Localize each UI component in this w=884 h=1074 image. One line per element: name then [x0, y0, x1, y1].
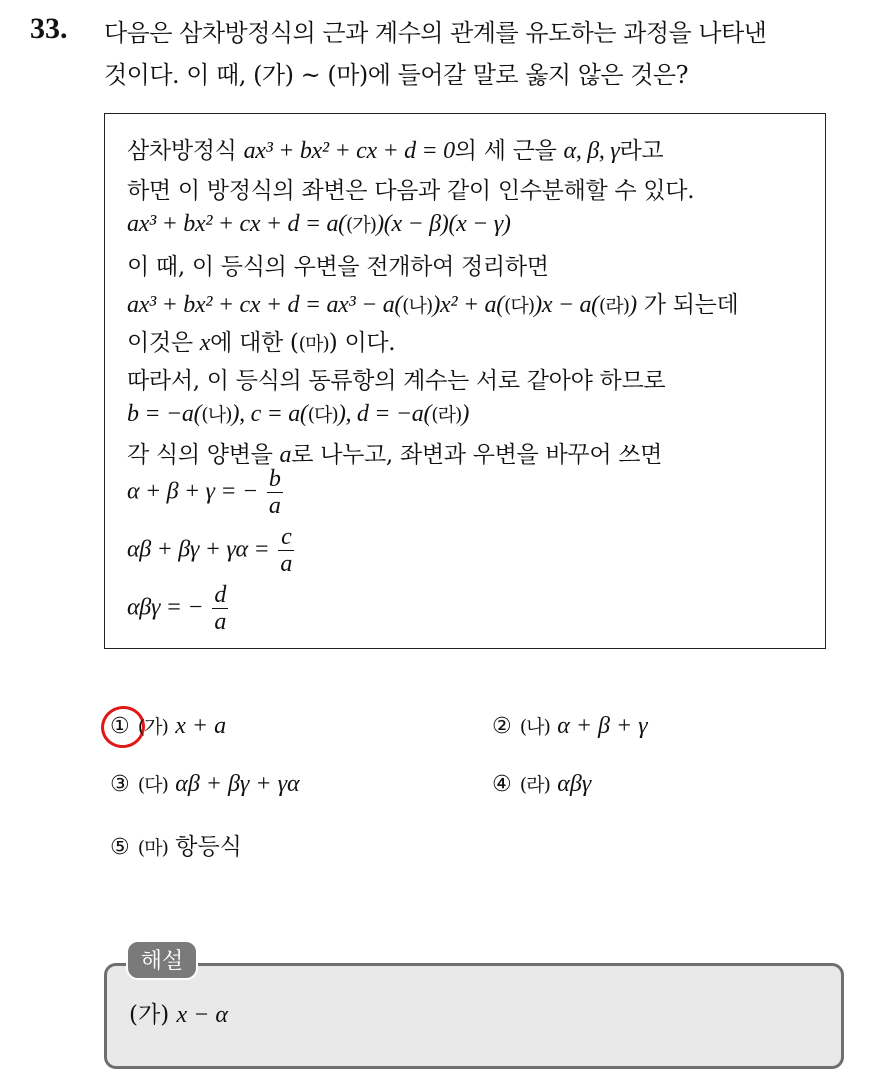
numerator: b: [268, 466, 281, 492]
blank-ga: (가): [345, 214, 377, 236]
denominator: a: [268, 493, 281, 519]
box-line-3: [127, 210, 511, 238]
roots: α, β, γ: [563, 138, 620, 164]
text-segment: 로 나누고, 좌변과 우변을 바꾸어 쓰면: [291, 442, 663, 468]
fraction: [212, 582, 228, 635]
text-segment: ) 이다.: [328, 330, 396, 356]
choice-5[interactable]: [110, 828, 242, 861]
solution-box: [104, 963, 844, 1069]
denominator: a: [280, 551, 293, 577]
text-segment: 삼차방정식: [127, 138, 237, 164]
formula-pair-sum: [127, 524, 296, 577]
blank-da: (다): [307, 404, 338, 426]
text-segment: 의 세 근을: [454, 138, 557, 164]
cubic-equation: ax³ + bx² + cx + d = 0: [243, 138, 455, 164]
choice-mark: (마): [137, 837, 168, 859]
choice-text: x + a: [175, 713, 227, 739]
formula-product: [127, 582, 230, 635]
choice-text: αβγ: [557, 771, 592, 797]
blank-ra: (라): [431, 404, 462, 426]
choice-4[interactable]: [492, 770, 591, 798]
variable-a: a: [279, 442, 292, 468]
blank-na: (나): [402, 295, 433, 317]
choice-3[interactable]: [110, 770, 300, 798]
question-text: [104, 12, 874, 96]
numerator: c: [281, 524, 292, 550]
text-segment: 에 대한 (: [210, 330, 299, 356]
formula-lhs: αβγ = −: [127, 594, 204, 621]
expanded-a: ax³ + bx² + cx + d = ax³ − a(: [127, 292, 403, 318]
derivation-box: [104, 113, 826, 649]
text-segment: 이것은: [127, 330, 193, 356]
text-segment: 각 식의 양변을: [127, 442, 273, 468]
choice-text: 항등식: [175, 834, 242, 860]
solution-answer: x − α: [176, 1002, 228, 1028]
variable-x: x: [199, 330, 211, 356]
factored-rhs: )(x − β)(x − γ): [376, 211, 511, 237]
text-segment: 가 되는데: [643, 292, 739, 318]
expanded-c: )x − a(: [534, 292, 599, 318]
choice-number: ③: [110, 772, 130, 797]
box-line-5: [127, 286, 738, 319]
question-line-1: 다음은 삼차방정식의 근과 계수의 관계를 유도하는 과정을 나타낸: [104, 19, 767, 47]
box-line-9: [127, 436, 662, 469]
factored-lhs: ax³ + bx² + cx + d = a(: [127, 211, 346, 237]
formula-lhs: α + β + γ = −: [127, 478, 258, 505]
question-number: 33.: [30, 12, 68, 45]
choice-mark: (라): [519, 774, 550, 796]
choice-number: ②: [492, 714, 512, 739]
blank-ra: (라): [598, 295, 630, 317]
formula-sum: [127, 466, 285, 519]
box-line-4: 이 때, 이 등식의 우변을 전개하여 정리하면: [127, 254, 549, 280]
choice-2[interactable]: [492, 712, 648, 740]
close-paren: ): [461, 401, 470, 427]
blank-na: (나): [201, 404, 232, 426]
text-segment: 라고: [619, 138, 664, 164]
solution-mark: (가): [129, 1002, 170, 1028]
solution-tab: 해설: [126, 940, 198, 980]
blank-da: (다): [503, 295, 535, 317]
expanded-b: )x² + a(: [432, 292, 504, 318]
box-line-8: [127, 400, 469, 428]
box-line-2: 하면 이 방정식의 좌변은 다음과 같이 인수분해할 수 있다.: [127, 178, 695, 204]
expanded-d: ): [629, 292, 637, 318]
choice-number: ⑤: [110, 835, 130, 860]
coef-b: b = −a(: [127, 401, 202, 427]
numerator: d: [214, 582, 227, 608]
box-line-7: 따라서, 이 등식의 동류항의 계수는 서로 같아야 하므로: [127, 368, 666, 394]
choice-number: ④: [492, 772, 512, 797]
choice-1[interactable]: [110, 712, 226, 740]
choice-text: αβ + βγ + γα: [175, 771, 300, 797]
blank-ma: (마): [298, 333, 329, 355]
fraction: [278, 524, 294, 577]
choice-mark: (가): [137, 716, 168, 738]
coef-c: ), c = a(: [231, 401, 308, 427]
denominator: a: [214, 609, 227, 635]
choice-number: ①: [110, 714, 130, 739]
solution-text: [129, 996, 228, 1029]
formula-lhs: αβ + βγ + γα =: [127, 536, 270, 563]
coef-d: ), d = −a(: [337, 401, 432, 427]
choice-mark: (다): [137, 774, 168, 796]
box-line-1: [127, 132, 663, 165]
box-line-6: [127, 324, 395, 357]
choice-text: α + β + γ: [557, 713, 648, 739]
choice-mark: (나): [519, 716, 550, 738]
question-line-2: 것이다. 이 때, (가) ~ (마)에 들어갈 말로 옳지 않은 것은?: [104, 61, 688, 89]
fraction: [267, 466, 283, 519]
